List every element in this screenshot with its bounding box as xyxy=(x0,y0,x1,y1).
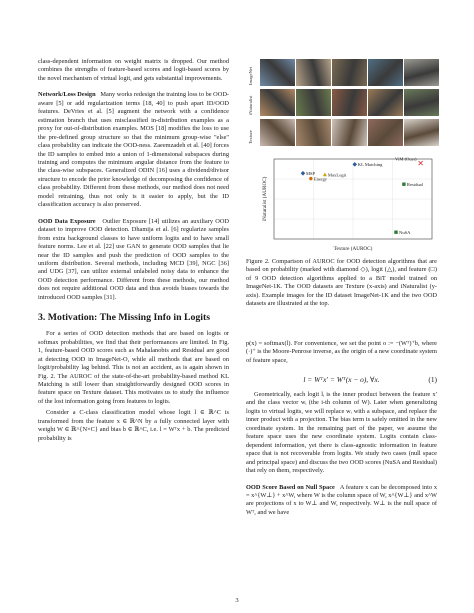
equation-1-number: (1) xyxy=(428,375,437,384)
imagenet-thumbnails xyxy=(260,59,439,86)
inaturalist-thumbnail-1 xyxy=(260,89,295,116)
y-axis-label: iNaturalist (AUROC) xyxy=(262,176,268,222)
texture-thumbnail-3 xyxy=(332,119,367,146)
network-loss-text: Many works redesign the training loss to be OOD-aware [5] or add regularization terms [18, 40] to push apart ID/OOD features. DeVries et al. [5] augment the network with a confidence estimation branch that uses misclassified in-distribution examples as a proxy for out-of-distribution examples. MOS [18] modifies the loss to use the pre-defined group structure so that the minimum group-wise "else" class probability can indicate the OOD-ness. Zaeemzadeh et al. [40] forces the ID samples to embed into a union of 1-dimensional subspaces during training and computes the minimum angular distance from the feature to the class-wise subspaces. Generalized ODIN [16] uses a dividend/divisor structure to encode the prior knowledge of decomposing the confidence of class probability. Different from these methods, our method does not need model retraining, thus not only is it easier to apply, but the ID classification accuracy is also preserved. xyxy=(38,91,230,209)
label-residual: Residual xyxy=(406,182,423,188)
right-column xyxy=(246,340,437,365)
ood-exposure-paragraph xyxy=(38,218,229,303)
label-nusa: NuSA xyxy=(399,230,411,236)
inaturalist-thumbnail-3 xyxy=(332,89,367,116)
imagenet-thumbnail-1 xyxy=(260,59,295,86)
point-msp xyxy=(301,171,306,176)
texture-thumbnail-5 xyxy=(404,119,439,146)
right-column-lower xyxy=(246,391,437,517)
imagenet-thumbnail-3 xyxy=(332,59,367,86)
label-vim-ours: ViM (Ours) xyxy=(395,156,417,162)
row-label-texture: Texture xyxy=(248,130,253,144)
imagenet-thumbnail-2 xyxy=(296,59,331,86)
label-maxlogit: MaxLogit xyxy=(327,172,347,178)
label-energy: Energy xyxy=(313,176,328,182)
texture-thumbnail-2 xyxy=(296,119,331,146)
label-msp: MSP xyxy=(305,171,316,177)
ood-exposure-text: Outlier Exposure [14] utilizes an auxiliary OOD dataset to improve OOD detection. Dhamija et al. [6] regularize samples from extra background classes to have uniform logits and to have small feature norms. Lee et al. [22] use GAN to generate OOD samples that lie near the ID samples and push the prediction of OOD samples to the uniform distribution. Several methods, including MCD [39], NGC [36] and UDG [37], can utilize external unlabeled noisy data to enhance the OOD detection performance. Different from these methods, our method does not require additional OOD data and thus avoids biases towards the introduced OOD samples [31]. xyxy=(38,217,229,301)
row-label-imagenet: ImageNet xyxy=(248,66,253,85)
point-energy xyxy=(309,177,312,180)
point-residual xyxy=(402,183,405,186)
x-axis-label: Texture (AUROC) xyxy=(333,246,373,252)
inaturalist-thumbnail-2 xyxy=(296,89,331,116)
texture-thumbnail-4 xyxy=(368,119,403,146)
network-loss-paragraph xyxy=(38,91,229,209)
label-kl-matching: KL Matching xyxy=(357,162,383,168)
motivation-paragraph-2: Consider a C-class classification model whose logit l ∈ ℝ^C is transformed from the feature x ∈ ℝ^N by a fully connected layer with weight W ∈ ℝ^{N×C} and bias b ∈ ℝ^C, i.e. l = Wᵀx + b. The predicted probability is xyxy=(38,409,229,442)
auroc-scatter-plot xyxy=(260,155,437,255)
texture-thumbnails xyxy=(260,119,439,146)
null-space-text: A feature x can be decomposed into x = x^{W⊥} + x^W, where W is the column space of W, x^{W⊥} and x^W are projections of x to W⊥ and W, respectively. W⊥ is the null space of Wᵀ, and we have xyxy=(246,483,437,516)
inaturalist-thumbnails xyxy=(260,89,439,116)
imagenet-thumbnail-5 xyxy=(404,59,439,86)
texture-thumbnail-1 xyxy=(260,119,295,146)
inaturalist-thumbnail-4 xyxy=(368,89,403,116)
page-number: 3 xyxy=(235,597,239,604)
row-label-inaturalist: iNaturalist xyxy=(248,95,253,115)
motivation-paragraph-1: For a series of OOD detection methods that are based on logits or softmax probabilities, we find that their performances are limited. In Fig. 1, feature-based OOD scores such as Mahalanobis and Residual are good at detecting OOD in ImageNet-O, while all methods that are based on logit/probability lag behind. This is not an accident, as is again shown in Fig. 2. The AUROC of the state-of-the-art probability-based method KL Matching is still lower than straightforwardly designed OOD scores in feature space on Texture dataset. This motivates us to study the influence of the lost information going from features to logits. xyxy=(38,330,229,405)
network-loss-heading: Network/Loss Design xyxy=(38,91,96,99)
imagenet-thumbnail-4 xyxy=(368,59,403,86)
null-space-paragraph xyxy=(246,484,437,518)
section-title: 3. Motivation: The Missing Info in Logits xyxy=(38,312,211,324)
ood-exposure-heading: OOD Data Exposure xyxy=(38,217,96,225)
softmax-paragraph: p(x) = softmax(l). For convenience, we set the point o := −(Wᵀ)⁺b, where (·)⁺ is the Moore-Penrose inverse, as the origin of a new coordinate system of feature space, xyxy=(246,340,437,364)
figure-2 xyxy=(246,59,437,255)
left-column xyxy=(38,58,229,443)
inaturalist-thumbnail-5 xyxy=(404,89,439,116)
equation-1-body: l = Wᵀx′ = Wᵀ(x − o), ∀x. xyxy=(303,375,380,384)
null-space-heading: OOD Score Based on Null Space xyxy=(246,483,335,491)
equation-1 xyxy=(246,375,437,384)
point-vim-ours: ✕ xyxy=(417,158,424,168)
point-nusa xyxy=(394,231,397,234)
figure-caption: Figure 2. Comparison of AUROC for OOD detection algorithms that are based on probability (marked with diamond ◇), logit (△), and feature (□) of 9 OOD detection algorithms applied to a BiT model trained on ImageNet-1K. The OOD datasets are Texture (x-axis) and iNaturalist (y-axis). Example images for the ID dataset ImageNet-1K and the two OOD datasets are illustrated at the top. xyxy=(246,258,437,308)
geometry-paragraph: Geometrically, each logit lᵢ is the inner product between the feature x′ and the class vector wᵢ (the i-th column of W). Later when generalizing logits to virtual logits, we will replace wᵢ with a subspace, and replace the inner product with a projection. The bias term is safely omitted in the new coordinate system. In the remaining part of the paper, we assume the feature space uses the new coordinate system. Logits contain class-dependent information, yet there is class-agnostic information in feature space that is not recoverable from logits. We study two cases (null space and principal space) and discuss the two OOD scores (NuSA and Residual) that rely on them, respectively. xyxy=(246,391,437,475)
intro-paragraph: class-dependent information on weight matrix is dropped. Our method combines the strengths of feature-based scores and logit-based scores by the novel mechanism of virtual logit, and gets substantial improvements. xyxy=(38,58,229,82)
